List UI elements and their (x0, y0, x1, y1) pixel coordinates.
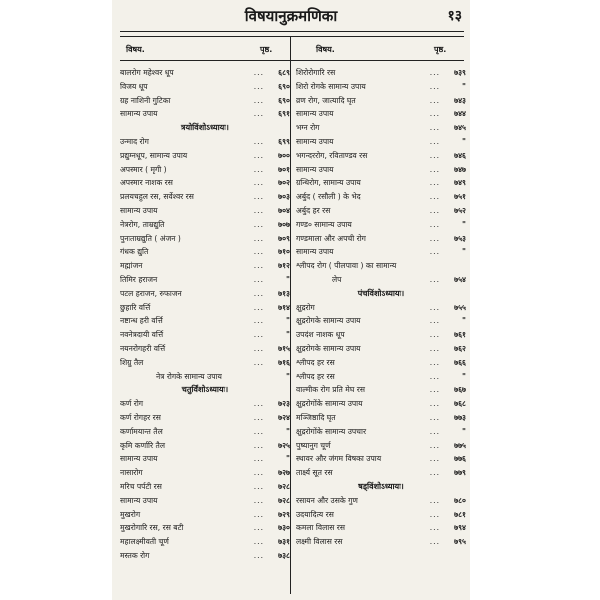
entry-title: तिमिर हराजन (120, 274, 158, 284)
leader-dots: ... (429, 316, 440, 326)
entry-page-number: ७२७ (278, 468, 290, 478)
index-entry (120, 342, 290, 356)
entry-page-number: ७२३ (278, 399, 290, 409)
index-entry (120, 287, 290, 301)
leader-dots: ... (429, 192, 440, 202)
index-entry (296, 80, 466, 94)
entry-page-number: ७४३ (454, 95, 466, 105)
index-entry (120, 411, 290, 425)
leader-dots: ... (253, 164, 264, 174)
leader-dots: ... (253, 192, 264, 202)
leader-dots: ... (429, 371, 440, 381)
entry-page-number: " (286, 426, 290, 436)
leader-dots: ... (429, 343, 440, 353)
entry-title: श्लीपद रोग ( पीलपावा ) का सामान्य (296, 261, 397, 271)
leader-dots: ... (253, 288, 264, 298)
leader-dots: ... (253, 81, 264, 91)
index-entry (120, 259, 290, 273)
entry-title: क्षुद्ररोगके सामान्य उपाय (296, 316, 361, 326)
right-subject-heading: विषय. (316, 45, 335, 54)
column-divider (290, 36, 291, 594)
entry-page-number: ७८० (454, 495, 466, 505)
entry-page-number: ६८९ (278, 68, 290, 77)
entry-title: सामान्य उपाय (296, 136, 334, 146)
index-entry (296, 508, 466, 522)
entry-title: अपस्मार नाशक रस (120, 178, 173, 188)
entry-page-number: ७३९ (454, 68, 466, 77)
index-entry (120, 94, 290, 108)
page-header (112, 0, 470, 30)
entry-page-number: ७३८ (278, 550, 290, 560)
entry-page-number: ७७३ (454, 412, 466, 422)
entry-title: मञ्जिष्ठादि घृत (296, 412, 336, 422)
entry-title: नेत्र रोगके सामान्य उपाय (156, 371, 222, 381)
entry-page-number: " (462, 426, 466, 436)
leader-dots: ... (253, 261, 264, 271)
entry-page-number: ७०४ (278, 205, 290, 215)
leader-dots: ... (253, 150, 264, 160)
entry-title: सामान्य उपाय (120, 454, 158, 464)
index-entry (120, 508, 290, 522)
entry-title: चतुर्विंशोऽध्यायः। (181, 385, 229, 395)
entry-title: भगन्दररोग, रविताण्डव रस (296, 150, 368, 160)
entry-page-number: ७४४ (454, 109, 466, 119)
leader-dots: ... (429, 302, 440, 312)
leader-dots: ... (429, 178, 440, 188)
leader-dots: ... (253, 136, 264, 146)
index-entry (296, 107, 466, 121)
leader-dots: ... (429, 81, 440, 91)
index-entry (120, 301, 290, 315)
leader-dots: ... (253, 357, 264, 367)
index-entry (120, 66, 290, 80)
entry-page-number: ६९९ (278, 136, 290, 146)
entry-title: मुखरोगारि रस, रस बटी (120, 523, 184, 533)
index-entry (296, 466, 466, 480)
entry-title: त्रयोविंशोऽध्यायः। (181, 123, 229, 133)
entry-title: कमला विलास रस (296, 523, 345, 533)
entry-title: मरिच पर्पटी रस (120, 481, 162, 491)
right-page-heading: पृष्ठ. (434, 45, 447, 54)
entry-title: कर्ण रोगहर रस (120, 412, 161, 422)
entry-page-number: ७०७ (278, 219, 290, 229)
entry-title: सामान्य उपाय (120, 205, 158, 215)
index-entry (120, 535, 290, 549)
entry-page-number: ७०३ (278, 192, 290, 202)
leader-dots: ... (429, 150, 440, 160)
index-entry (296, 259, 466, 273)
index-entry (120, 190, 290, 204)
entry-title: गण्डमाला और अपची रोग (296, 233, 366, 243)
entry-title: शिरो रोगके सामान्य उपाय (296, 81, 366, 91)
index-page (112, 0, 470, 600)
index-entry (296, 204, 466, 218)
index-entry (120, 425, 290, 439)
entry-page-number: ७७६ (454, 454, 466, 464)
entry-page-number: ७०२ (278, 178, 290, 188)
index-entry (296, 535, 466, 549)
leader-dots: ... (253, 68, 264, 77)
entry-page-number: ७४७ (454, 164, 466, 174)
entry-page-number: ७५५ (454, 302, 466, 312)
entry-title: क्षुद्ररोगके सामान्य उपाय (296, 343, 361, 353)
entry-page-number: ७१६ (278, 357, 290, 367)
leader-dots: ... (429, 385, 440, 395)
index-entry (120, 494, 290, 508)
entry-title: पुष्यानुग चूर्ण (296, 440, 331, 450)
entry-title: अर्बुद हर रस (296, 205, 331, 215)
leader-dots: ... (253, 316, 264, 326)
leader-dots: ... (253, 302, 264, 312)
entry-title: भग्न रोग (296, 123, 320, 133)
index-entry (120, 218, 290, 232)
entry-title: नासारोग (120, 468, 143, 478)
entry-page-number: ७५३ (454, 233, 466, 243)
index-entry (120, 176, 290, 190)
entry-page-number: " (462, 219, 466, 229)
leader-dots: ... (253, 178, 264, 188)
entry-title: ग्रह नाशिनी गुटिका (120, 95, 171, 105)
entry-title: मुखरोग (120, 509, 141, 519)
leader-dots: ... (429, 274, 440, 284)
leader-dots: ... (429, 454, 440, 464)
index-entry (296, 135, 466, 149)
entry-page-number: ७६६ (454, 357, 466, 367)
entry-title: उन्माद रोग (120, 136, 149, 146)
entry-title: पुनःताम्रद्युति ( अंजन ) (120, 233, 181, 243)
leader-dots: ... (253, 330, 264, 340)
leader-dots: ... (253, 454, 264, 464)
left-index-column (120, 66, 290, 563)
entry-title: तार्क्ष्य सूत रस (296, 468, 333, 478)
entry-page-number: ७९५ (454, 537, 466, 547)
index-entry (296, 121, 466, 135)
index-entry (120, 163, 290, 177)
leader-dots: ... (253, 205, 264, 215)
index-entry (296, 342, 466, 356)
entry-title: नेत्ररोग, ताम्रद्युति (120, 219, 165, 229)
leader-dots: ... (429, 219, 440, 229)
index-entry (120, 452, 290, 466)
entry-title: अपस्मार ( मृगी ) (120, 164, 167, 174)
entry-title: क्षुद्ररोग (296, 302, 315, 312)
entry-title: बालरोग महेश्वर धूप (120, 68, 174, 77)
leader-dots: ... (429, 330, 440, 340)
index-entry (120, 521, 290, 535)
leader-dots: ... (253, 412, 264, 422)
index-entry (296, 425, 466, 439)
entry-title: महालक्ष्मीवती चूर्ण (120, 537, 169, 547)
entry-title: ग्रन्थिरोग, सामान्य उपाय (296, 178, 361, 188)
entry-title: पटल हराजन, रुफाजन (120, 288, 182, 298)
index-entry (120, 232, 290, 246)
entry-title: स्थावर और जंगम विषका उपाय (296, 454, 382, 464)
entry-title: प्रलयचहुल रस, सर्वेश्वर रस (120, 192, 194, 202)
column-heading-rule (120, 60, 464, 61)
entry-page-number: ७६८ (454, 399, 466, 409)
entry-title: उपदंश नाशक धूप (296, 330, 345, 340)
entry-title: मस्तक रोग (120, 550, 150, 560)
entry-page-number: ७०९ (278, 233, 290, 243)
leader-dots: ... (253, 274, 264, 284)
entry-page-number: " (462, 316, 466, 326)
entry-title: शिरोरोगारि रस (296, 68, 336, 77)
entry-title: उदयादित्य रस (296, 509, 334, 519)
leader-dots: ... (429, 233, 440, 243)
entry-title: क्षुद्ररोगोंके सामान्य उपचार (296, 426, 367, 436)
entry-page-number: " (462, 136, 466, 146)
entry-title: प्रद्युम्नधूप, सामान्य उपाय (120, 150, 188, 160)
entry-page-number: ७२९ (278, 509, 290, 519)
leader-dots: ... (253, 233, 264, 243)
entry-page-number: ७५४ (454, 274, 466, 284)
entry-title: रसायन और उसके गुण (296, 495, 358, 505)
leader-dots: ... (429, 109, 440, 119)
index-entry (296, 66, 466, 80)
entry-page-number: ७१४ (278, 302, 290, 312)
entry-title: नवनेत्रदायी वर्त्ति (120, 330, 164, 340)
entry-title: कृमि कर्णारि तैल (120, 440, 166, 450)
entry-page-number: ७८१ (454, 509, 466, 519)
entry-page-number: ७१५ (278, 343, 290, 353)
entry-title: विजय धूप (120, 81, 148, 91)
chapter-heading (296, 480, 466, 494)
leader-dots: ... (253, 537, 264, 547)
entry-page-number: ७१० (278, 247, 290, 257)
index-entry (120, 356, 290, 370)
entry-title: लक्ष्मी विलास रस (296, 537, 343, 547)
entry-title: सामान्य उपाय (120, 109, 158, 119)
leader-dots: ... (253, 399, 264, 409)
chapter-heading (120, 383, 290, 397)
index-entry (296, 218, 466, 232)
leader-dots: ... (429, 123, 440, 133)
entry-title: वाल्मीक रोग प्रति मेघ रस (296, 385, 365, 395)
entry-page-number: ७४५ (454, 123, 466, 133)
leader-dots: ... (253, 426, 264, 436)
leader-dots: ... (429, 426, 440, 436)
page-title: विषयानुक्रमणिका (244, 7, 338, 25)
entry-title: श्लीपद हर रस (296, 371, 335, 381)
index-entry (296, 370, 466, 384)
leader-dots: ... (253, 495, 264, 505)
leader-dots: ... (429, 523, 440, 533)
index-entry (120, 149, 290, 163)
entry-title: मह्मांजन (120, 261, 143, 271)
entry-title: सामान्य उपाय (296, 109, 334, 119)
index-entry (296, 149, 466, 163)
entry-page-number: ६९१ (278, 109, 290, 119)
leader-dots: ... (429, 399, 440, 409)
leader-dots: ... (429, 136, 440, 146)
entry-title: क्षुद्ररोगोंके सामान्य उपाय (296, 399, 363, 409)
entry-page-number: " (462, 81, 466, 91)
entry-page-number: ७६१ (454, 330, 466, 340)
entry-page-number: ७५२ (454, 205, 466, 215)
index-entry (120, 480, 290, 494)
leader-dots: ... (429, 95, 440, 105)
entry-page-number: ७४९ (454, 178, 466, 188)
leader-dots: ... (253, 95, 264, 105)
leader-dots: ... (253, 509, 264, 519)
index-entry (296, 94, 466, 108)
index-entry (296, 411, 466, 425)
entry-page-number: " (286, 371, 290, 381)
entry-page-number: ७२४ (278, 412, 290, 422)
leader-dots: ... (253, 343, 264, 353)
index-entry (296, 328, 466, 342)
entry-page-number: ७६७ (454, 385, 466, 395)
leader-dots: ... (429, 440, 440, 450)
entry-page-number: ६९० (278, 95, 290, 105)
index-entry (296, 494, 466, 508)
leader-dots: ... (429, 68, 440, 77)
index-entry (296, 301, 466, 315)
leader-dots: ... (429, 509, 440, 519)
leader-dots: ... (253, 481, 264, 491)
leader-dots: ... (253, 247, 264, 257)
entry-page-number: ७०० (278, 150, 290, 160)
left-subject-heading: विषय. (126, 45, 145, 54)
entry-title: लेप (332, 274, 342, 284)
index-entry (296, 232, 466, 246)
entry-title: नष्टान्ध हरी वर्त्ति (120, 316, 163, 326)
entry-page-number: ७५१ (454, 192, 466, 202)
index-entry (296, 452, 466, 466)
entry-title: गण्ड० सामान्य उपाय (296, 219, 352, 229)
leader-dots: ... (253, 523, 264, 533)
index-entry (120, 107, 290, 121)
entry-title: षड्विंशोऽध्यायः। (358, 481, 404, 491)
entry-page-number: ७२५ (278, 440, 290, 450)
entry-page-number: " (286, 274, 290, 284)
entry-title: कर्णामयान्त तैल (120, 426, 163, 436)
index-entry (296, 273, 466, 287)
entry-title: छुहारि वर्त्ति (120, 302, 151, 312)
entry-page-number: ७३१ (278, 537, 290, 547)
entry-page-number: ७७५ (454, 440, 466, 450)
leader-dots: ... (429, 412, 440, 422)
header-rule (120, 31, 464, 32)
index-entry (120, 204, 290, 218)
entry-page-number: " (462, 371, 466, 381)
chapter-heading (296, 287, 466, 301)
leader-dots: ... (253, 219, 264, 229)
entry-page-number: ७४६ (454, 150, 466, 160)
index-entry (296, 356, 466, 370)
entry-page-number: " (462, 247, 466, 257)
index-entry (120, 135, 290, 149)
entry-title: नयनरोगहरी वर्त्ति (120, 343, 166, 353)
index-entry (296, 190, 466, 204)
index-entry (296, 176, 466, 190)
entry-page-number: " (286, 330, 290, 340)
index-entry (296, 163, 466, 177)
leader-dots: ... (429, 205, 440, 215)
index-entry (120, 245, 290, 259)
leader-dots: ... (253, 550, 264, 560)
index-entry (296, 397, 466, 411)
index-entry (296, 521, 466, 535)
entry-title: अर्बुद ( रसौली ) के भेद (296, 192, 361, 202)
index-entry (120, 370, 290, 384)
entry-page-number: ६९० (278, 81, 290, 91)
entry-title: सामान्य उपाय (296, 247, 334, 257)
index-entry (120, 314, 290, 328)
entry-page-number: " (286, 454, 290, 464)
index-entry (120, 80, 290, 94)
header-rule-lower (120, 36, 464, 37)
left-page-heading: पृष्ठ. (260, 45, 273, 54)
entry-page-number: ७१२ (278, 261, 290, 271)
index-entry (120, 466, 290, 480)
index-entry (120, 439, 290, 453)
index-entry (120, 397, 290, 411)
index-entry (296, 245, 466, 259)
leader-dots: ... (429, 357, 440, 367)
entry-page-number: ७६२ (454, 343, 466, 353)
leader-dots: ... (429, 164, 440, 174)
leader-dots: ... (429, 495, 440, 505)
entry-title: पंचविंशोऽध्यायः। (357, 288, 405, 298)
entry-title: शिग्रु तैल (120, 357, 144, 367)
index-entry (120, 549, 290, 563)
entry-title: सामान्य उपाय (296, 164, 334, 174)
leader-dots: ... (253, 440, 264, 450)
entry-title: कर्ण रोग (120, 399, 144, 409)
page-number: १३ (447, 8, 462, 24)
entry-page-number: ७९४ (454, 523, 466, 533)
chapter-heading (120, 121, 290, 135)
entry-page-number: ७२८ (278, 481, 290, 491)
leader-dots: ... (253, 109, 264, 119)
leader-dots: ... (253, 468, 264, 478)
entry-page-number: ७३० (278, 523, 290, 533)
index-entry (296, 314, 466, 328)
entry-title: व्रण रोग, जात्यादि घृत (296, 95, 356, 105)
index-entry (296, 383, 466, 397)
leader-dots: ... (429, 468, 440, 478)
right-index-column (296, 66, 466, 549)
index-entry (296, 439, 466, 453)
entry-title: सामान्य उपाय (120, 495, 158, 505)
entry-title: गंधक द्युति (120, 247, 149, 257)
leader-dots: ... (429, 537, 440, 547)
entry-page-number: ७२८ (278, 495, 290, 505)
entry-page-number: ७७९ (454, 468, 466, 478)
index-entry (120, 328, 290, 342)
index-entry (120, 273, 290, 287)
entry-page-number: ७०१ (278, 164, 290, 174)
entry-title: श्लीपद हर रस (296, 357, 335, 367)
leader-dots: ... (429, 247, 440, 257)
entry-page-number: ७१३ (278, 288, 290, 298)
entry-page-number: " (286, 316, 290, 326)
